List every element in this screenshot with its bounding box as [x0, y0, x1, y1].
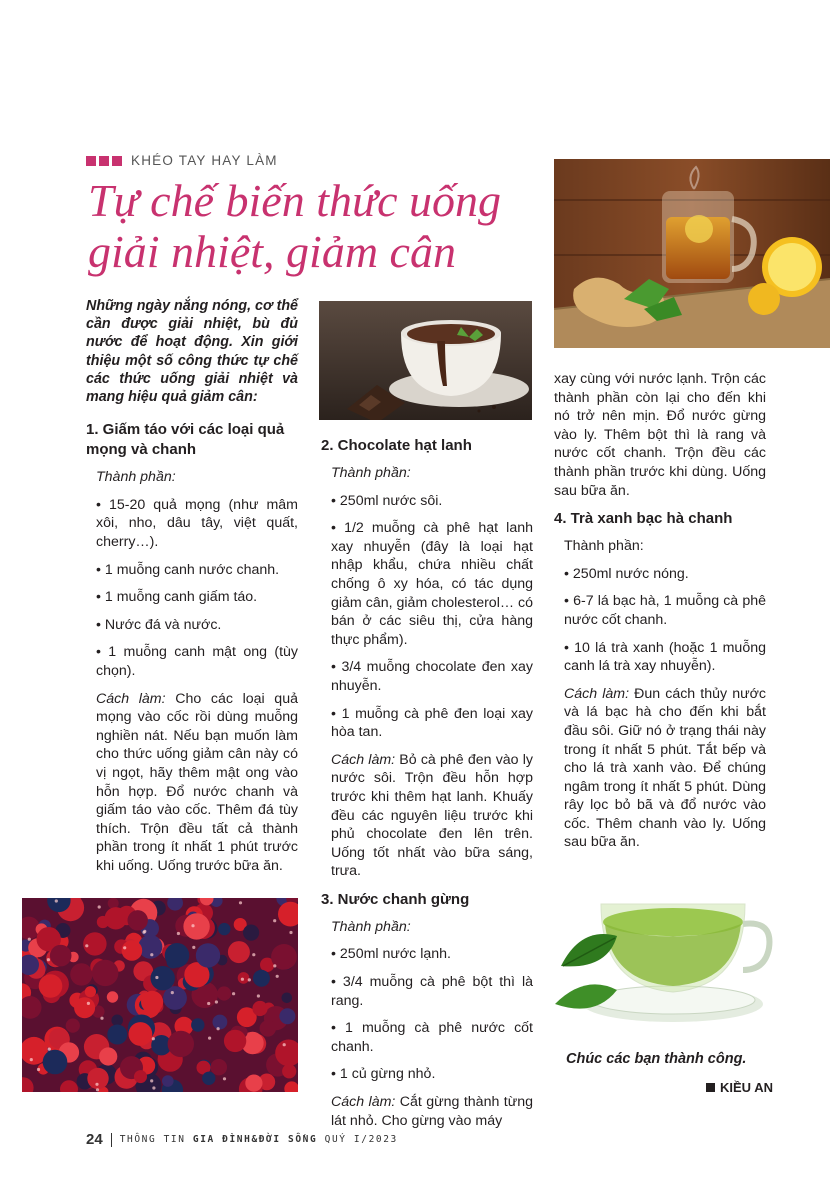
recipe-1-item: • Nước đá và nước.: [96, 616, 222, 633]
column-1: [86, 297, 298, 885]
green-tea-image: [553, 874, 775, 1032]
article-title: [88, 175, 558, 277]
column-2: [321, 436, 533, 1139]
magazine-name: [120, 1134, 398, 1145]
kicker-square: [86, 156, 96, 166]
chocolate-cup-illustration: [319, 301, 532, 420]
recipe-1-ingredients-label: Thành phần:: [96, 469, 176, 486]
recipe-2-method: [321, 751, 533, 881]
recipe-1-item: • 15-20 quả mọng (như mâm xôi, nho, dâu tây, việt quất, cherry…).: [96, 496, 298, 550]
recipe-4-item: • 6-7 lá bạc hà, 1 muỗng cà phê nước cốt chanh.: [564, 593, 766, 628]
recipe-1-method-text: Cho các loại quả mọng vào cốc rồi dùng muỗng nghiền nát. Nếu bạn muốn làm cho thức uống giảm cân này có vị ngọt, hãy thêm mật ong vào hỗn hợp. Đổ nước chanh và giấm táo vào cốc. Thêm đá tùy thích. Trộn đều tất cả thành phần trong ít nhất 1 phút trước khi uống. Uống trước bữa ăn.: [96, 690, 298, 874]
recipe-3-item: • 3/4 muỗng cà phê bột thì là rang.: [331, 974, 533, 1009]
magazine-name-bold: GIA ĐÌNH&ĐỜI SỐNG: [192, 1134, 318, 1145]
green-tea-cup-illustration: [553, 874, 775, 1032]
recipe-2-item: • 250ml nước sôi.: [331, 492, 443, 509]
magazine-name-pre: THÔNG TIN: [119, 1134, 193, 1145]
chocolate-image: [319, 301, 532, 420]
recipe-3-method-continued: xay cùng với nước lạnh. Trộn các thành phần còn lại cho đến khi nó trở nên mịn. Đổ nước gừng vào ly. Thêm bột thì là rang và nước cốt chanh. Trộn đều các thành phần trước khi dùng. Uống sau bữa ăn.: [554, 371, 766, 499]
page-footer: [86, 1131, 398, 1148]
recipe-2-heading: 2. Chocolate hạt lanh: [321, 437, 472, 454]
recipe-4-method-text: Đun cách thủy nước và lá bạc hà cho đến khi bắt đầu sôi. Giữ nó ở trạng thái này trong ít nhất 5 phút. Tắt bếp và cho lá trà xanh vào. Để chúng ngâm trong ít nhất 5 phút. Dùng rây lọc bỏ bã và đổ nước vào cốc. Thêm chanh vào ly. Uống sau bữa ăn.: [564, 685, 766, 851]
recipe-2-item: • 1/2 muỗng cà phê hạt lanh xay nhuyễn (đây là loại hạt nhập khẩu, chứa nhiều chất chống ô xy hóa, có tác dụng giảm cân, giảm cholesterol… có bán ở các siêu thị, cửa hàng thực phẩm).: [331, 520, 533, 648]
recipe-1-item: • 1 muỗng canh giấm táo.: [96, 589, 258, 606]
recipe-1-method: [86, 690, 298, 876]
author-name: KIỀU AN: [720, 1080, 773, 1095]
ginger-lemon-tea-illustration: [554, 159, 830, 348]
recipe-3-item: • 250ml nước lạnh.: [331, 946, 451, 963]
recipe-2-item: • 3/4 muỗng chocolate đen xay nhuyễn.: [331, 659, 533, 694]
recipe-1-item: • 1 muỗng canh nước chanh.: [96, 561, 280, 578]
recipe-2-item: • 1 muỗng cà phê đen loại xay hòa tan.: [331, 705, 533, 741]
berries-illustration: [22, 898, 298, 1092]
recipe-4-heading: 4. Trà xanh bạc hà chanh: [554, 510, 733, 528]
magazine-name-post: QUÝ I/2023: [317, 1134, 398, 1145]
recipe-2-method-label: Cách làm:: [331, 751, 396, 768]
recipe-4-method-label: Cách làm:: [564, 685, 630, 702]
recipe-2-method-text: Bỏ cà phê đen vào ly nước sôi. Trộn đều hỗn hợp trước khi thêm hạt lanh. Khuấy đều các nguyên liệu trước khi phủ chocolate đen lên trên. Uống tốt nhất vào bữa sáng, trưa.: [331, 751, 533, 880]
recipe-3-ingredients-label: Thành phần:: [331, 918, 411, 935]
recipe-3-item: • 1 củ gừng nhỏ.: [331, 1066, 436, 1083]
author-byline: [706, 1080, 773, 1095]
berries-image: [22, 898, 298, 1092]
page-number: 24: [86, 1131, 103, 1148]
footer-divider: [111, 1133, 112, 1147]
recipe-1-heading: 1. Giấm táo với các loại quả mọng và chanh: [86, 421, 285, 459]
recipe-3-method-label: Cách làm:: [331, 1094, 396, 1111]
kicker-square: [112, 156, 122, 166]
kicker-label: KHÉO TAY HAY LÀM: [131, 153, 278, 168]
title-line-1: Tự chế biến thức uống: [88, 175, 501, 226]
recipe-2-ingredients-label: Thành phần:: [331, 465, 411, 481]
recipe-3-item: • 1 muỗng cà phê nước cốt chanh.: [331, 1020, 533, 1055]
recipe-3-method: [321, 1093, 533, 1130]
recipe-1-method-label: Cách làm:: [96, 690, 166, 707]
recipe-4-method: [554, 685, 766, 852]
recipe-4-item: • 10 lá trà xanh (hoặc 1 muỗng canh lá trà xay nhuyễn).: [564, 639, 766, 675]
recipe-3-heading: 3. Nước chanh gừng: [321, 890, 470, 908]
title-line-2: giải nhiệt, giảm cân: [88, 226, 456, 277]
ginger-tea-image: [554, 159, 830, 348]
section-kicker: [86, 153, 278, 168]
closing-line: Chúc các bạn thành công.: [566, 1051, 747, 1067]
recipe-4-ingredients-label: Thành phần:: [564, 538, 644, 555]
column-3: [554, 370, 766, 861]
kicker-square: [99, 156, 109, 166]
author-square: [706, 1083, 715, 1092]
intro-paragraph: Những ngày nắng nóng, cơ thể cần được giải nhiệt, bù đủ nước để hoạt động. Xin giới thiệu một số công thức tự chế các thức uống giải nhiệt và mang hiệu quả giảm cân:: [86, 298, 299, 406]
recipe-3-method-text: Cắt gừng thành từng lát nhỏ. Cho gừng vào máy: [331, 1094, 533, 1129]
recipe-4-item: • 250ml nước nóng.: [564, 565, 689, 582]
recipe-1-item: • 1 muỗng canh mật ong (tùy chọn).: [96, 644, 298, 679]
